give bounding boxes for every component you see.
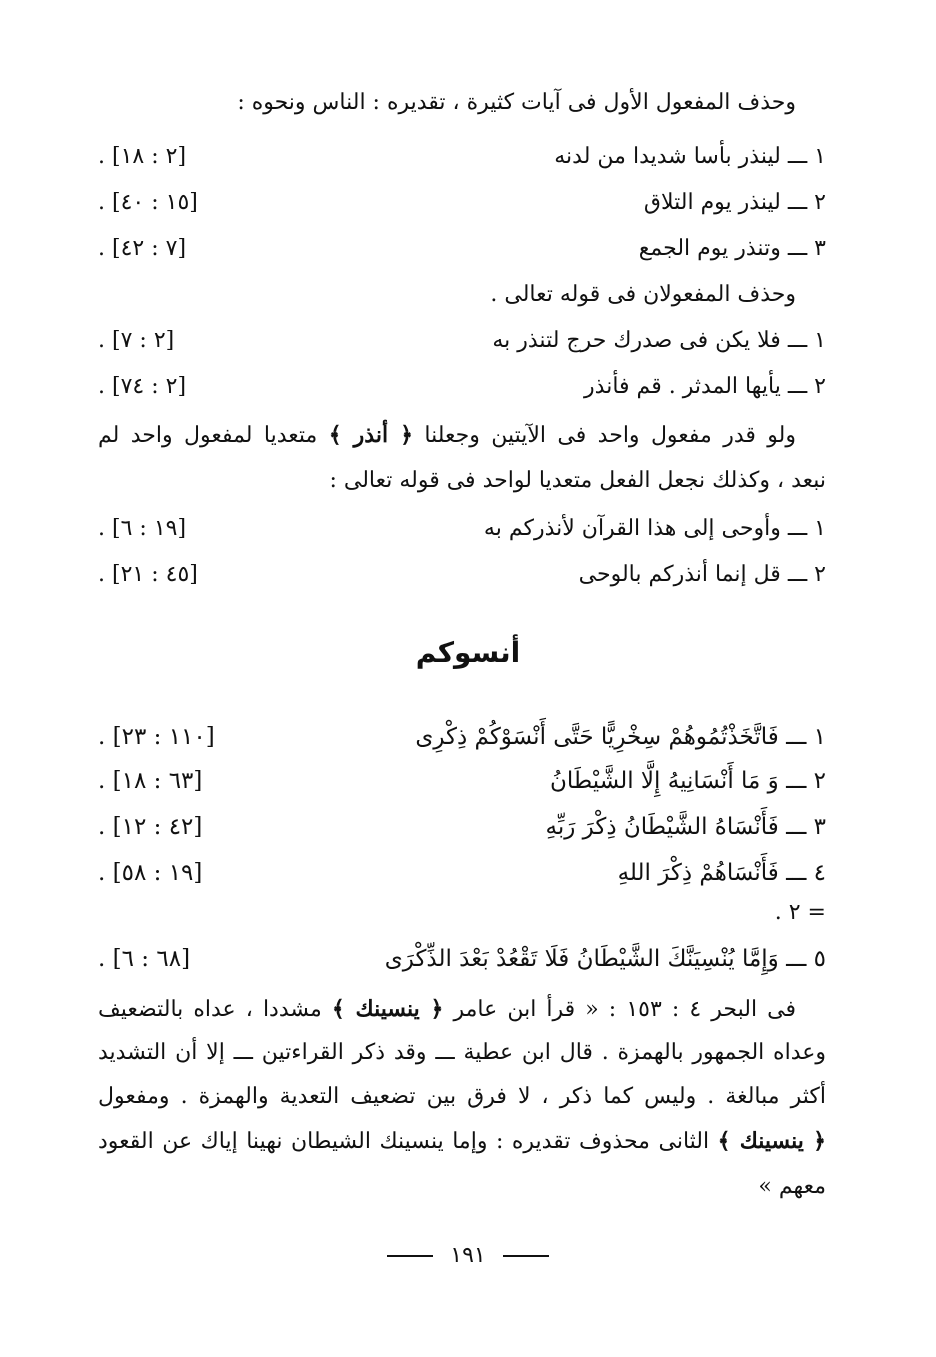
verse-text: وَإِمَّا يُنْسِيَنَّكَ الشَّيْطَانُ فَلَا تَقْعُدْ بَعْدَ الذِّكْرَى: [384, 946, 779, 972]
paragraph-text: ولو قدر مفعول واحد فى الآيتين وجعلنا: [424, 423, 796, 448]
page-footer: [0, 1236, 936, 1276]
verse-text: وأوحى إلى هذا القرآن لأنذركم به: [483, 516, 781, 541]
verse-row: [98, 936, 826, 982]
verse-text: لينذر يوم التلاق: [643, 190, 781, 215]
quoted-word: ﴿ ينسينك ﴾: [717, 1128, 826, 1154]
footer-rule: [387, 1255, 433, 1257]
verse-text: لينذر بأسا شديدا من لدنه: [554, 144, 781, 169]
verse-number: ١ ـــ: [787, 144, 826, 169]
verse-number: ٢ ـــ: [786, 768, 826, 794]
commentary-text: فى البحر ٤ : ١٥٣ : « قرأ ابن عامر: [453, 997, 797, 1022]
verse-row: [98, 226, 826, 272]
verse-reference: . [٦٨ : ٦]: [98, 946, 191, 972]
commentary-text: مشددا ، عداه بالتضعيف: [98, 997, 322, 1022]
verse-number: ١ ـــ: [786, 724, 826, 750]
verse-row: [98, 134, 826, 180]
verse-reference: . [٧ : ٤٢]: [98, 236, 187, 261]
verse-row: [98, 804, 826, 850]
verse-row: [98, 318, 826, 364]
intro-line-2: وحذف المفعولان فى قوله تعالى .: [490, 282, 796, 307]
footer-rule: [503, 1255, 549, 1257]
verse-text: فلا يكن فى صدرك حرج لتنذر به: [492, 328, 781, 353]
verse-reference: . [١١٠ : ٢٣]: [98, 724, 215, 750]
commentary-line: وعداه الجمهور بالهمزة . قال ابن عطية ـــ وقد ذكر القراءتين ـــ إلا أن التشديد: [98, 1040, 826, 1065]
verse-reference: . [١٩ : ٥٨]: [98, 860, 203, 886]
verse-number: ٣ ـــ: [787, 236, 826, 261]
section-title: أنسوكم: [415, 636, 521, 669]
intro-line: وحذف المفعول الأول فى آيات كثيرة ، تقديره : الناس ونحوه :: [237, 90, 796, 115]
verse-number: ٢ ـــ: [787, 562, 826, 587]
commentary-text: الثانى محذوف تقديره : وإما ينسينك الشيطان نهينا إياك عن القعود: [98, 1129, 710, 1154]
quoted-word: ﴿ ينسينك ﴾: [331, 996, 444, 1022]
verse-reference: . [٢ : ٧]: [98, 328, 175, 353]
equals-line: = ٢ .: [774, 900, 826, 925]
commentary-line: [98, 1118, 826, 1165]
verse-row: [98, 758, 826, 804]
verse-text: وَ مَا أَنْسَانِيهُ إِلَّا الشَّيْطَانُ: [549, 768, 779, 794]
page-number: ١٩١: [450, 1243, 486, 1268]
verse-number: ١ ـــ: [787, 328, 826, 353]
verse-text: يأيها المدثر . قم فأنذر: [584, 374, 781, 399]
verse-reference: . [٤٢ : ١٢]: [98, 814, 203, 840]
verse-text: فَاتَّخَذْتُمُوهُمْ سِخْرِيًّا حَتَّى أَنْسَوْكُمْ ذِكْرِى: [415, 724, 779, 750]
paragraph-line: [98, 412, 796, 459]
verse-number: ١ ـــ: [787, 516, 826, 541]
commentary-line: أكثر مبالغة . وليس كما ذكر ، لا فرق بين تضعيف التعدية والهمزة . ومفعول: [98, 1084, 826, 1109]
commentary-line: [98, 986, 796, 1033]
verse-text: فَأَنْسَاهُ الشَّيْطَانُ ذِكْرَ رَبِّهِ: [545, 814, 779, 840]
verse-text: قل إنما أنذركم بالوحى: [578, 562, 781, 587]
verse-row: [98, 364, 826, 410]
verse-number: ٣ ـــ: [786, 814, 826, 840]
verse-text: وتنذر يوم الجمع: [638, 236, 781, 261]
verse-reference: . [٦٣ : ١٨]: [98, 768, 203, 794]
verse-reference: . [١٩ : ٦]: [98, 516, 187, 541]
paragraph-line: نبعد ، وكذلك نجعل الفعل متعديا لواحد فى قوله تعالى :: [329, 468, 826, 493]
verse-number: ٥ ـــ: [786, 946, 826, 972]
verse-reference: . [٢ : ١٨]: [98, 144, 187, 169]
verse-row: [98, 552, 826, 598]
verse-row: [98, 506, 826, 552]
commentary-line: معهم »: [758, 1174, 826, 1199]
verse-row: [98, 714, 826, 760]
paragraph-text: متعديا لمفعول واحد لم: [98, 423, 318, 448]
verse-reference: . [٢ : ٧٤]: [98, 374, 187, 399]
verse-reference: . [٤٥ : ٢١]: [98, 562, 198, 587]
verse-text: فَأَنْسَاهُمْ ذِكْرَ اللهِ: [617, 860, 779, 886]
verse-row: [98, 180, 826, 226]
verse-number: ٤ ـــ: [786, 860, 826, 886]
verse-number: ٢ ـــ: [787, 374, 826, 399]
verse-number: ٢ ـــ: [787, 190, 826, 215]
verse-reference: . [١٥ : ٤٠]: [98, 190, 198, 215]
quoted-word: ﴿ أنذر ﴾: [328, 422, 413, 448]
